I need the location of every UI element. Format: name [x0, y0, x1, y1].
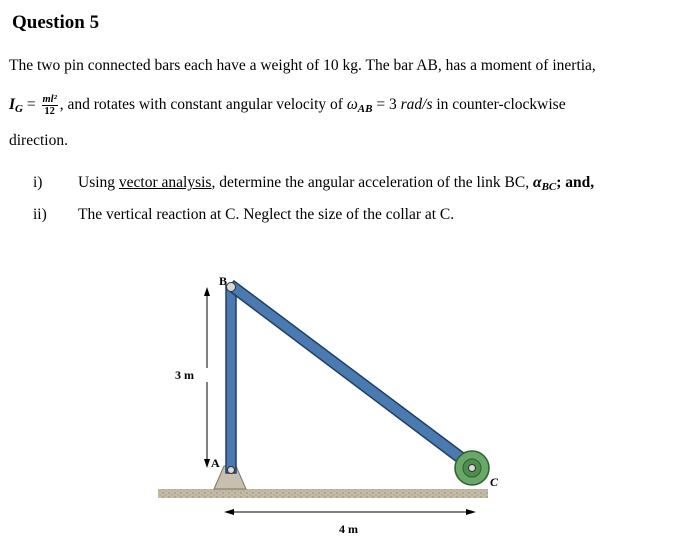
height-label: 3 m — [175, 368, 194, 382]
item-1-end: ; and, — [556, 174, 595, 191]
omega-symbol: ω — [346, 96, 358, 114]
line-2-middle: , and rotates with constant angular velocity of — [59, 96, 343, 114]
height-arrow-bottom — [204, 459, 210, 468]
ig-subscript: G — [15, 103, 23, 116]
equals-sign: = — [26, 96, 36, 114]
ground-surface — [158, 489, 488, 498]
question-line-3: direction. — [9, 132, 68, 149]
ig-symbol: I — [9, 96, 16, 114]
height-label-bg — [194, 368, 210, 382]
item-text-2: The vertical reaction at C. Neglect the size of the collar at C. — [78, 206, 455, 223]
item-1-middle: , determine the angular acceleration of the link BC, — [211, 174, 530, 191]
width-label: 4 m — [339, 522, 358, 536]
bar-bc — [227, 281, 477, 471]
alpha-subscript: BC — [541, 181, 557, 193]
bar-ab — [226, 285, 236, 473]
height-arrow-top — [204, 287, 210, 296]
fraction-denominator: 12 — [44, 106, 55, 117]
question-line-1: The two pin connected bars each have a weight of 10 kg. The bar AB, has a moment of inertia, — [9, 57, 596, 74]
width-arrow-left — [224, 509, 234, 515]
omega-subscript: AB — [357, 103, 373, 116]
label-c: C — [490, 475, 499, 489]
omega-value: = 3 — [376, 96, 397, 114]
line-2-end: in counter-clockwise — [436, 96, 566, 114]
label-a: A — [211, 456, 220, 470]
omega-unit: rad/s — [400, 96, 433, 114]
vector-analysis-link: vector analysis — [118, 174, 212, 191]
width-arrow-right — [466, 509, 476, 515]
alpha-symbol: α — [532, 174, 542, 191]
fraction-numerator: ml² — [42, 94, 57, 105]
label-b: B — [219, 274, 228, 288]
pin-b — [227, 283, 236, 292]
pin-c — [469, 465, 476, 472]
item-marker-2: ii) — [33, 206, 47, 223]
item-1-prefix: Using — [78, 174, 119, 191]
question-title: Question 5 — [12, 12, 100, 33]
pin-a — [228, 467, 235, 474]
item-marker-1: i) — [33, 174, 43, 191]
